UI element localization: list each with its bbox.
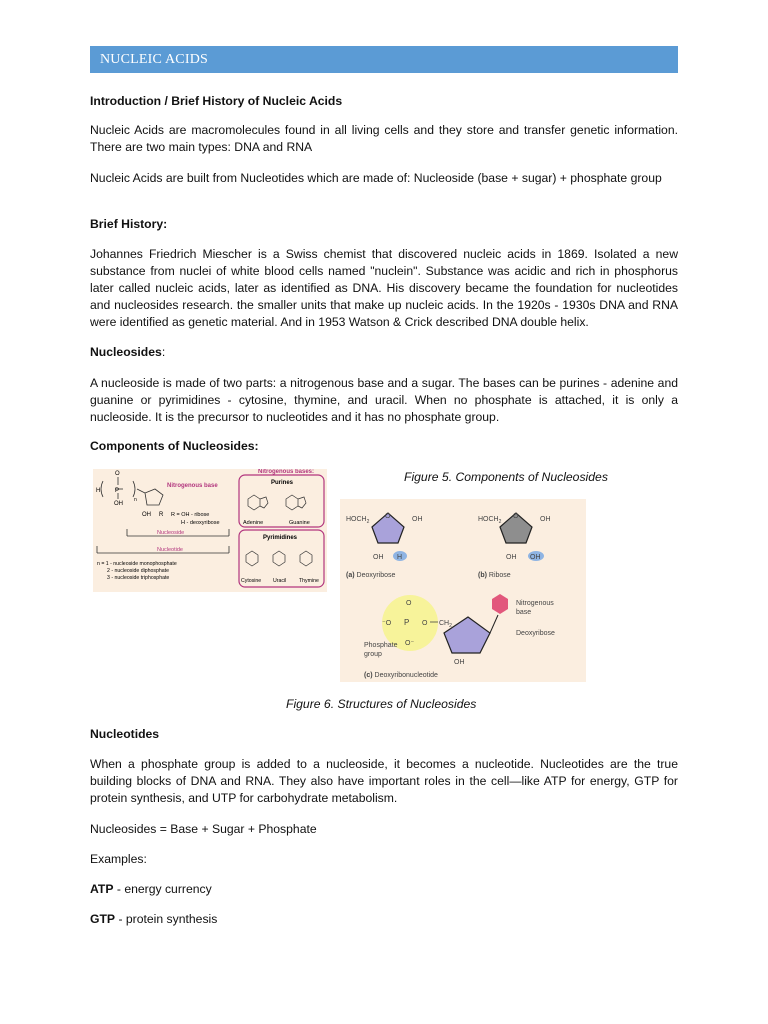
fig5-thymine-label: Thymine [299, 578, 319, 584]
document-page [90, 46, 678, 926]
intro-paragraph-2: Nucleic Acids are built from Nucleotides which are made of: Nucleoside (base + sugar) + phosphate group [90, 171, 662, 185]
history-heading: Brief History: [90, 217, 168, 231]
fig5-h-label: H [96, 488, 101, 494]
fig6c-o-top: O [406, 600, 412, 607]
figure-6-caption: Figure 6. Structures of Nucleosides [286, 697, 477, 711]
fig6b-oh-right: OH [540, 516, 551, 523]
figure-6-image [340, 499, 586, 682]
history-paragraph: Johannes Friedrich Miescher is a Swiss chemist that discovered nucleic acids in 1869. Isolated a new substance from nuclei of white blood cells named "nuclein". Substance was acidic and rich in phosphorus later called nucleic acids, later as identified as DNA. His discovery became the foundation for nucleotides and nucleosides research. the smaller units that make up nucleic acids. In the 1920s - 1930s DNA and RNA were identified as genetic material. And in 1953 Watson & Crick described DNA double helix. [90, 247, 678, 329]
fig6c-nitrogenous: Nitrogenous [516, 600, 554, 607]
fig6c-o-bottom: O⁻ [405, 640, 415, 647]
fig6b-oh-bottom: OH [506, 554, 517, 561]
fig6a-oh-bottom: OH [373, 554, 384, 561]
fig5-oh-bottom: OH [114, 501, 123, 507]
fig6c-phosphate: Phosphate [364, 642, 398, 649]
figure-5-caption: Figure 5. Components of Nucleosides [404, 470, 608, 484]
fig5-adenine-label: Adenine [243, 520, 264, 526]
fig5-o-top: O [115, 471, 120, 477]
fig5-p-label: P [115, 488, 120, 494]
fig5-h-deoxyribose: H - deoxyribose [181, 520, 220, 526]
fig6a-ring-o: O [385, 513, 391, 520]
fig5-cytosine-label: Cytosine [241, 578, 262, 584]
nucleosides-heading-text: Nucleosides [90, 345, 162, 359]
fig5-oh-sugar: OH [142, 512, 151, 518]
examples-label: Examples: [90, 852, 147, 866]
fig5-guanine-label: Guanine [289, 520, 310, 526]
intro-heading: Introduction / Brief History of Nucleic Acids [90, 94, 343, 108]
fig5-pyrimidines-label: Pyrimidines [263, 535, 298, 541]
fig5-n-subscript: n [134, 497, 137, 503]
purine-rings-drawing [248, 495, 306, 510]
fig5-nitrogenous-bases-title: Nitrogenous bases: [258, 469, 315, 475]
nucleosides-heading [90, 345, 678, 359]
fig5-nucleotide-label: Nucleotide [157, 547, 183, 553]
fig6c-caption: (c) Deoxyribonucleotide [364, 672, 438, 679]
figure-5-image [93, 469, 327, 592]
fig5-nucleoside-label: Nucleoside [157, 530, 185, 536]
fig6a-caption: (a) Deoxyribose [346, 572, 396, 579]
fig5-n3-text: 3 - nucleoside triphosphate [107, 575, 170, 581]
fig6c-p-label: P [404, 618, 410, 627]
section-banner: NUCLEIC ACIDS [90, 46, 678, 73]
fig6c-group: group [364, 651, 382, 658]
fig6a-h-bottom: H [397, 554, 403, 561]
fig6b-hoch2: $HOCH_2$ [478, 516, 502, 525]
fig5-uracil-label: Uracil [273, 578, 287, 584]
fig6c-oh: OH [454, 659, 465, 666]
atp-term: ATP [90, 882, 114, 896]
fig5-nitrogenous-base-label: Nitrogenous base [167, 483, 218, 489]
fig5-r-oh-ribose: R = OH - ribose [171, 512, 210, 518]
atp-description: - energy currency [113, 882, 212, 896]
gtp-example [90, 911, 678, 928]
nucleotides-paragraph: When a phosphate group is added to a nucleoside, it becomes a nucleotide. Nucleotides are the true building blocks of DNA and RNA. They also have important roles in the cell—like ATP for energy, GTP for protein synthesis, and UTP for carbohydrate metabolism. [90, 757, 678, 805]
phosphate-chain-drawing [101, 477, 163, 505]
fig6a-oh-right: OH [412, 516, 423, 523]
nitrogenous-base-hexagon [492, 594, 508, 614]
fig5-n1-text: n = 1 - nucleoside monophosphate [97, 561, 177, 567]
nucleotides-formula: Nucleosides = Base + Sugar + Phosphate [90, 822, 317, 836]
fig6c-base: base [516, 609, 532, 616]
nucleosides-heading-colon: : [161, 345, 166, 359]
fig6c-deoxyribose: Deoxyribose [516, 630, 555, 637]
fig6b-caption: (b) Ribose [478, 572, 511, 579]
fig6c-minus-o-left: ⁻O [382, 620, 392, 627]
gtp-term: GTP [90, 912, 116, 926]
intro-paragraph-1: Nucleic Acids are macromolecules found in all living cells and they store and transfer genetic information. There are two main types: DNA and RNA [90, 123, 678, 154]
fig5-n2-text: 2 - nucleoside diphosphate [107, 568, 170, 574]
nucleotides-heading: Nucleotides [90, 727, 160, 741]
fig6c-ch2: $CH_2$ [439, 620, 452, 629]
fig5-r-sugar: R [159, 512, 164, 518]
fig6c-o-bridge: O [422, 620, 428, 627]
fig6b-oh-highlight-text: OH [530, 554, 541, 561]
atp-example [90, 881, 678, 898]
fig6a-hoch2: $HOCH_2$ [346, 516, 370, 525]
fig5-purines-label: Purines [271, 480, 294, 486]
nucleosides-paragraph: A nucleoside is made of two parts: a nitrogenous base and a sugar. The bases can be purines - adenine and guanine or pyrimidines - cytosine, thymine, and uracil. When no phosphate is attached, it is only a nucleoside. It is the precursor to nucleotides and it has no phosphate group. [90, 376, 678, 424]
pyrimidine-rings-drawing [246, 551, 312, 566]
gtp-description: - protein synthesis [115, 912, 218, 926]
fig6b-ring-o: O [513, 513, 519, 520]
components-heading: Components of Nucleosides: [90, 439, 259, 453]
